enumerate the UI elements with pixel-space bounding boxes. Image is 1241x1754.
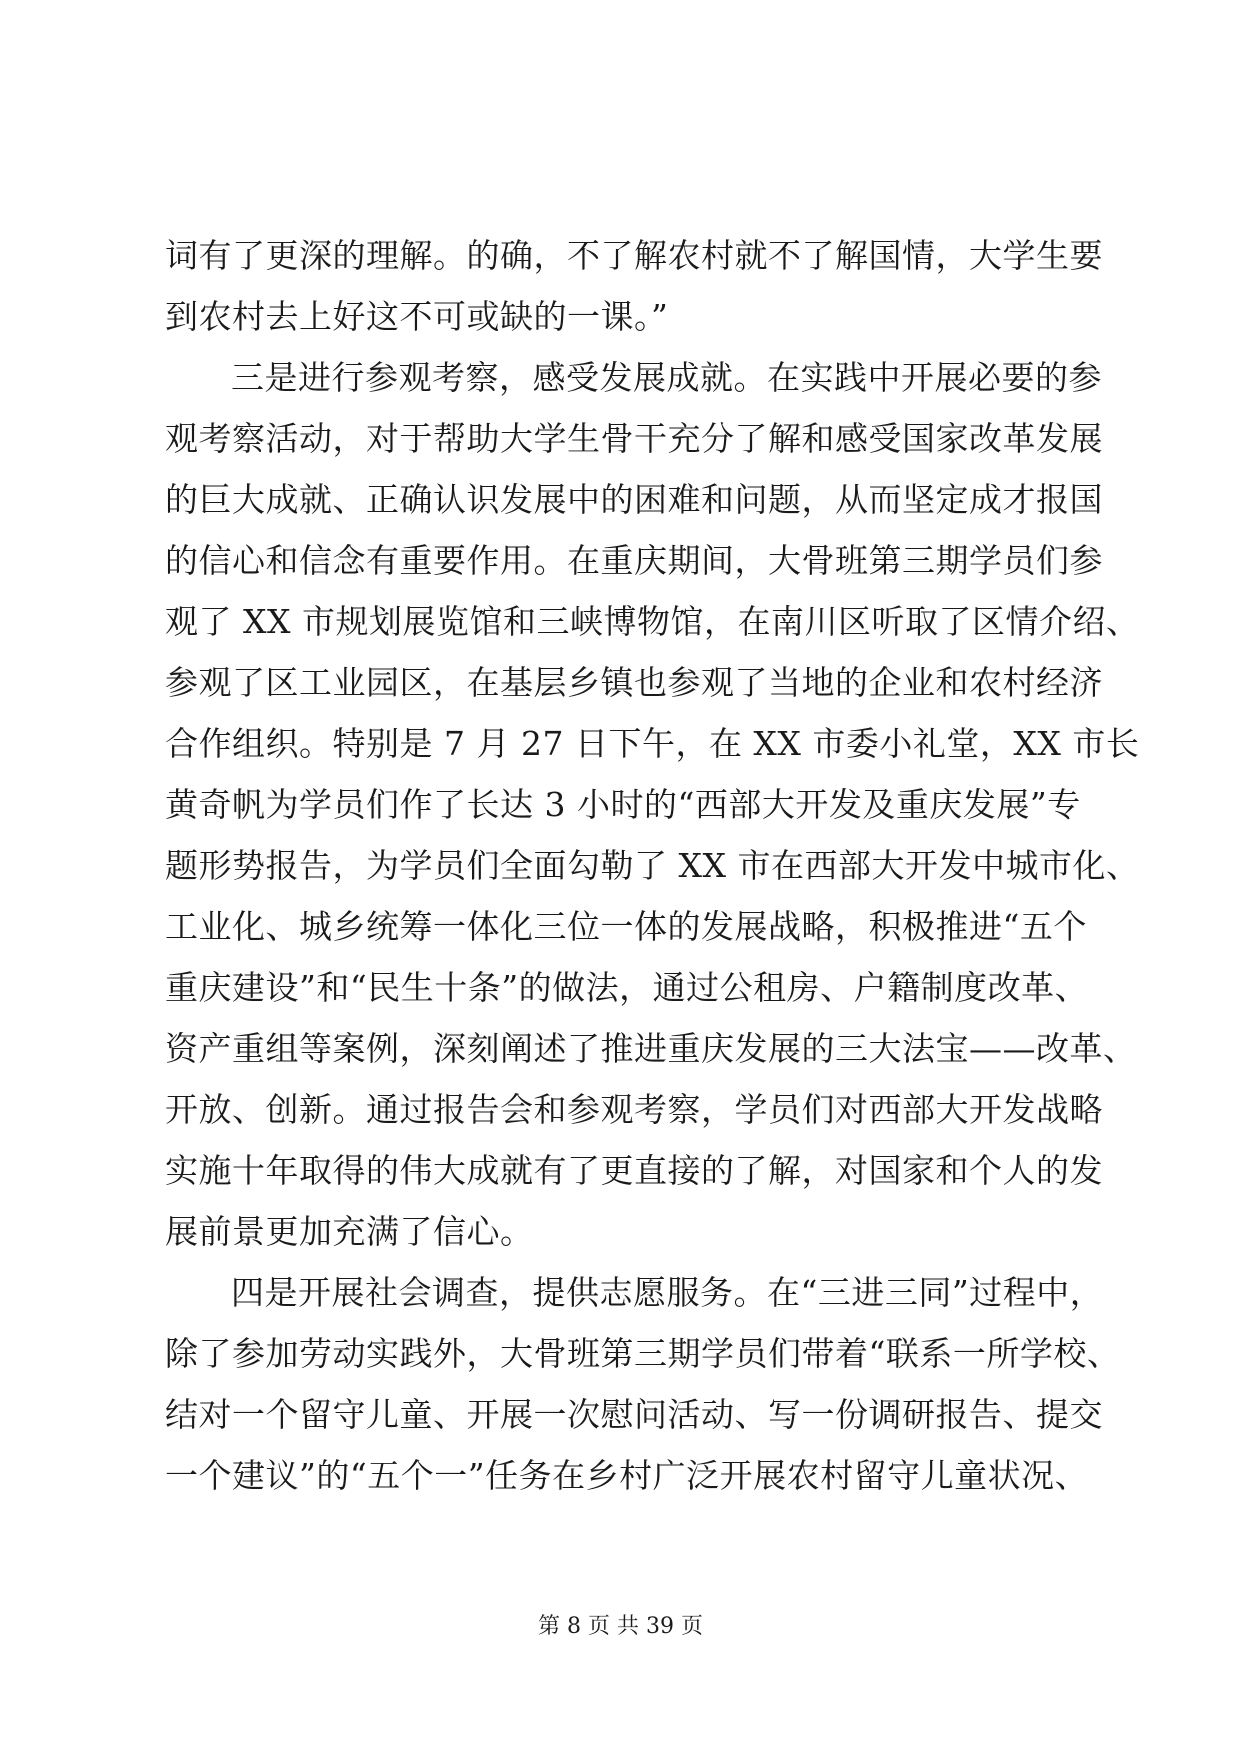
body-text bbox=[165, 225, 1140, 1506]
paragraph-2 bbox=[165, 347, 1140, 1262]
text-line: 结对一个留守儿童、开展一次慰问活动、写一份调研报告、提交 bbox=[165, 1395, 1103, 1434]
text-line: 词有了更深的理解。的确，不了解农村就不了解国情，大学生要 bbox=[165, 236, 1103, 275]
text-line: 一个建议”的“五个一”任务在乡村广泛开展农村留守儿童状况、 bbox=[165, 1456, 1089, 1495]
text-line: 合作组织。特别是 7 月 27 日下午，在 XX 市委小礼堂，XX 市长 bbox=[165, 724, 1140, 763]
text-line: 工业化、城乡统筹一体化三位一体的发展战略，积极推进“五个 bbox=[165, 907, 1087, 946]
page-number-footer: 第 8 页 共 39 页 bbox=[538, 1614, 703, 1639]
text-line: 的巨大成就、正确认识发展中的困难和问题，从而坚定成才报国 bbox=[165, 480, 1103, 519]
text-line: 实施十年取得的伟大成就有了更直接的了解，对国家和个人的发 bbox=[165, 1151, 1103, 1190]
text-line: 展前景更加充满了信心。 bbox=[165, 1212, 534, 1251]
text-line: 开放、创新。通过报告会和参观考察，学员们对西部大开发战略 bbox=[165, 1090, 1103, 1129]
text-line: 到农村去上好这不可或缺的一课。” bbox=[165, 297, 669, 336]
text-line: 观考察活动，对于帮助大学生骨干充分了解和感受国家改革发展 bbox=[165, 419, 1103, 458]
text-line: 除了参加劳动实践外，大骨班第三期学员们带着“联系一所学校、 bbox=[165, 1334, 1121, 1373]
text-line: 三是进行参观考察，感受发展成就。在实践中开展必要的参 bbox=[231, 358, 1102, 397]
text-line: 的信心和信念有重要作用。在重庆期间，大骨班第三期学员们参 bbox=[165, 541, 1103, 580]
text-line: 资产重组等案例，深刻阐述了推进重庆发展的三大法宝——改革、 bbox=[165, 1029, 1137, 1068]
text-line: 重庆建设”和“民生十条”的做法，通过公租房、户籍制度改革、 bbox=[165, 968, 1089, 1007]
text-line: 四是开展社会调查，提供志愿服务。在“三进三同”过程中， bbox=[231, 1273, 1104, 1312]
text-line: 题形势报告，为学员们全面勾勒了 XX 市在西部大开发中城市化、 bbox=[165, 846, 1140, 885]
text-line: 参观了区工业园区，在基层乡镇也参观了当地的企业和农村经济 bbox=[165, 663, 1103, 702]
paragraph-1 bbox=[165, 225, 1103, 347]
paragraph-3 bbox=[165, 1262, 1121, 1506]
text-line: 黄奇帆为学员们作了长达 3 小时的“西部大开发及重庆发展”专 bbox=[165, 785, 1081, 824]
text-line: 观了 XX 市规划展览馆和三峡博物馆，在南川区听取了区情介绍、 bbox=[165, 602, 1140, 641]
